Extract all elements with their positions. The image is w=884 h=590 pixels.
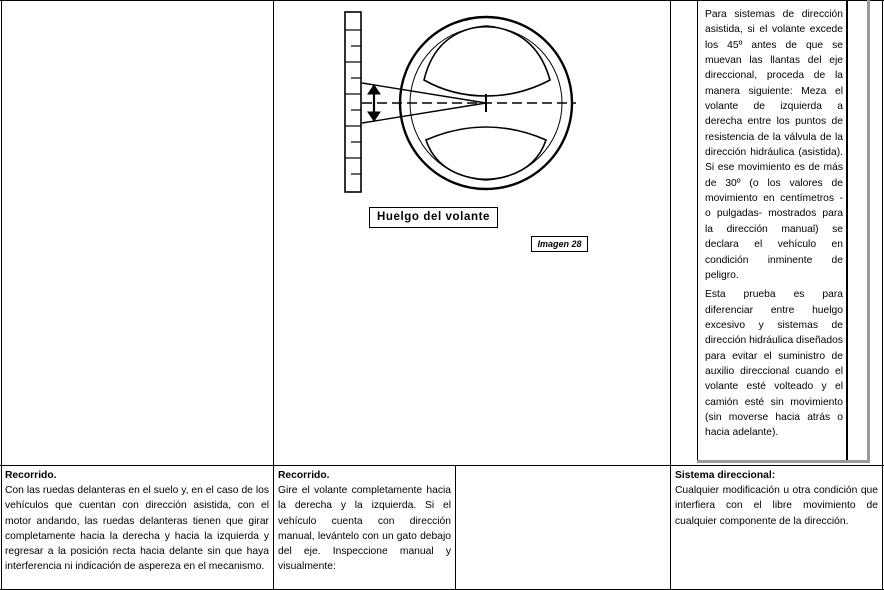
column-divider-1 bbox=[273, 0, 274, 590]
cell-procedure-title: Recorrido. bbox=[278, 470, 330, 481]
note-paragraph-2: Esta prueba es para diferenciar entre huelgo excesivo y sistemas de dirección hidráulica diseñados para evitar el suministro de auxilio direccional cuando el volante esté volteado y el camión esté sin movimiento (sin moverse hacia atrás o hacia adelante). bbox=[705, 289, 843, 439]
note-paragraph-1: Para sistemas de dirección asistida, si el volante excede los 45º antes de que se muevan las llantas del eje direccional, proceda de la manera siguiente: Meza el volante de izquierda a derecha entre los puntos de resistencia de la válvula de la dirección hidráulica (asistida). Si ese movimiento es de más de 30º (o los valores de movimiento en centímetros - o pulgadas- mostrados para la dirección manual) se declara el vehículo en condición inminente de peligro. bbox=[705, 9, 843, 281]
cell-violation-text: Cualquier modificación u otra condición que interfiera con el libre movimiento de cualquier componente de la dirección. bbox=[675, 485, 878, 527]
table-top-border bbox=[0, 0, 884, 1]
figure-caption: Huelgo del volante bbox=[369, 207, 498, 228]
cell-procedure-text: Gire el volante completamente hacia la derecha y la izquierda. Si el vehículo cuenta con dirección manual, levántelo con un gato debajo del eje. Inspeccione manual y visualmente: bbox=[278, 485, 451, 573]
measuring-ruler bbox=[345, 12, 361, 192]
cell-violation bbox=[675, 468, 878, 529]
power-steering-note bbox=[705, 7, 843, 445]
cell-standard bbox=[5, 468, 269, 574]
row-divider bbox=[0, 465, 884, 466]
wheel-upper-opening bbox=[424, 26, 550, 96]
note-box-shadow-bottom bbox=[697, 460, 869, 463]
figure-number: Imagen 28 bbox=[531, 236, 588, 252]
column-divider-3 bbox=[670, 0, 671, 590]
cell-standard-title: Recorrido. bbox=[5, 470, 57, 481]
table-right-border bbox=[882, 0, 883, 590]
column-divider-2 bbox=[455, 465, 456, 590]
note-box-left-border bbox=[697, 0, 698, 462]
cell-violation-title: Sistema direccional: bbox=[675, 470, 776, 481]
cell-procedure bbox=[278, 468, 451, 574]
play-angle-line-top bbox=[362, 83, 486, 103]
table-left-border bbox=[1, 0, 2, 590]
note-box-shadow-right bbox=[867, 0, 870, 463]
wheel-lower-opening bbox=[426, 127, 546, 180]
cell-standard-text: Con las ruedas delanteras en el suelo y, en el caso de los vehículos que cuentan con dirección asistida, con el motor andando, las ruedas delanteras tienen que girar completamente hacia la derecha y hacia la izquierda y regresar a la posición recta hacia delante sin que haya interferencia ni indicación de aspereza en el mecanismo. bbox=[5, 485, 269, 573]
play-angle-line-bottom bbox=[362, 103, 486, 123]
note-box-right-border bbox=[846, 0, 848, 462]
